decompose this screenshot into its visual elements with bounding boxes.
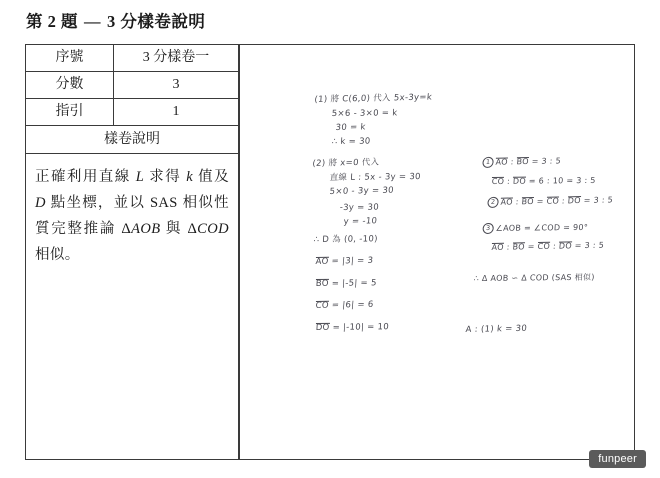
content-frame xyxy=(25,44,635,460)
title-dash: — xyxy=(84,12,101,31)
handwriting-line: (2) 將 x=0 代入 xyxy=(311,157,380,169)
handwriting-line: -3y = 30 xyxy=(338,202,379,213)
handwriting-line: 5×0 - 3y = 30 xyxy=(328,185,394,197)
circled-step-number: 1 xyxy=(482,157,494,168)
watermark-badge: funpeer xyxy=(589,450,646,468)
handwriting-line: 5×6 - 3×0 = k xyxy=(330,108,398,119)
explain-part: 值及 xyxy=(193,169,229,185)
handwriting-line: 直線 L : 5x - 3y = 30 xyxy=(328,172,421,183)
explain-var-l: L xyxy=(135,169,145,185)
row-label: 指引 xyxy=(26,99,114,125)
row-value: 1 xyxy=(172,104,180,119)
explain-var-aob: AOB xyxy=(131,221,161,237)
handwriting-line: ∴ k = 30 xyxy=(330,136,371,147)
handwriting-line: 30 = k xyxy=(334,122,366,133)
explain-var-d: D xyxy=(35,195,46,211)
table-row xyxy=(26,72,238,99)
handwriting-line: y = -10 xyxy=(342,216,378,227)
row-value: 3 分樣卷一 xyxy=(142,50,210,65)
circled-step-number: 2 xyxy=(487,197,499,208)
explain-part: 正確利用直線 xyxy=(35,169,136,185)
scoring-table xyxy=(26,45,238,268)
handwriting-line: 1 AO : BO = 3 : 5 xyxy=(482,155,561,168)
handwriting-line: BO = |-5| = 5 xyxy=(314,278,377,289)
circled-step-number: 3 xyxy=(482,223,494,234)
explain-var-k: k xyxy=(186,169,194,185)
handwritten-answer-panel xyxy=(240,45,635,459)
explain-part: 求得 xyxy=(144,169,187,185)
handwriting-line: CO = |6| = 6 xyxy=(314,299,374,311)
handwriting-line: ∴ Δ AOB ∽ Δ COD (SAS 相似) xyxy=(472,272,595,283)
title-subtitle: 3 分樣卷說明 xyxy=(107,12,206,31)
explain-var-cod: COD xyxy=(197,221,229,237)
row-label: 分數 xyxy=(26,72,114,98)
handwriting-line: DO = |-10| = 10 xyxy=(314,322,389,333)
handwriting-line: CO : DO = 6 : 10 = 3 : 5 xyxy=(490,175,596,186)
handwriting-line: A : (1) k = 30 xyxy=(464,323,527,335)
row-label: 序號 xyxy=(26,45,114,71)
question-label: 第 2 題 xyxy=(26,12,78,31)
explanation-header: 樣卷說明 xyxy=(26,126,238,154)
table-row xyxy=(26,99,238,126)
handwriting-line: AO = |3| = 3 xyxy=(314,255,374,267)
handwriting-line: AO : BO = CO : DO = 3 : 5 xyxy=(490,240,604,252)
explanation-text xyxy=(26,154,238,268)
explain-part: 點坐標，並以 SAS 相似性質完整推論 Δ xyxy=(35,195,229,237)
handwriting-line: 3 ∠AOB = ∠COD = 90° xyxy=(482,222,588,234)
table-row xyxy=(26,45,238,72)
page-title xyxy=(26,8,205,32)
handwriting-line: (1) 將 C(6,0) 代入 5x-3y=k xyxy=(313,92,432,105)
handwriting-line: ∴ D 為 (0, -10) xyxy=(312,234,378,245)
handwriting-line: 2 AO : BO = CO : DO = 3 : 5 xyxy=(487,194,613,208)
explain-part: 相似。 xyxy=(35,247,80,263)
row-value: 3 xyxy=(172,77,180,92)
explain-part: 與 Δ xyxy=(160,221,198,237)
